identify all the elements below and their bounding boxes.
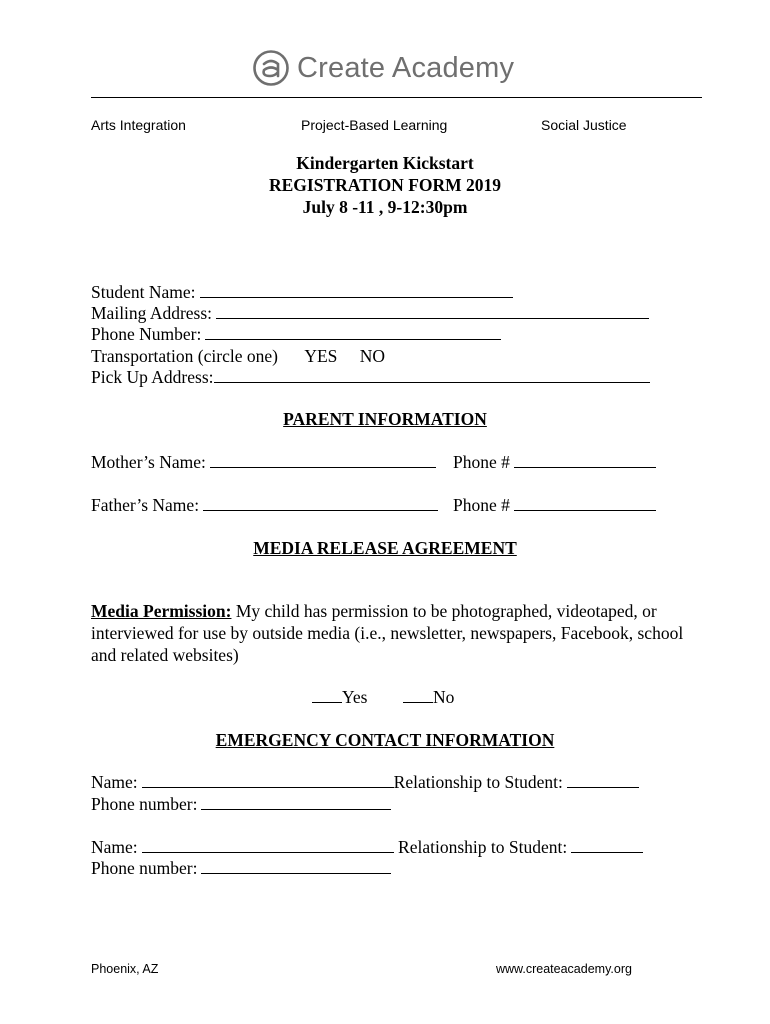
emergency-contact-heading-text: EMERGENCY CONTACT INFORMATION (215, 730, 555, 750)
emergency-relationship-2-label: Relationship to Student: (398, 837, 568, 857)
emergency-name-1-field[interactable] (142, 772, 394, 788)
media-permission-text: My child has permission to be photographed, videotaped, or interviewed for use by outside media (i.e., newsletter, newspapers, Facebook, school and related websites) (91, 601, 684, 665)
mother-name-label: Mother’s Name: (91, 452, 206, 472)
media-yes-blank[interactable] (312, 687, 342, 703)
father-phone-label: Phone # (453, 495, 510, 515)
phone-number-label: Phone Number: (91, 324, 202, 344)
student-name-field[interactable] (200, 282, 513, 298)
form-title: Kindergarten Kickstart (296, 153, 474, 173)
emergency-name-2-label: Name: (91, 837, 138, 857)
emergency-name-1-label: Name: (91, 772, 138, 792)
form-subtitle: REGISTRATION FORM 2019 (268, 175, 502, 195)
emergency-contact-heading (0, 730, 770, 751)
phone-number-field[interactable] (205, 324, 501, 340)
transportation-no-option[interactable]: NO (359, 346, 386, 366)
father-phone-row (453, 495, 656, 516)
student-name-row (91, 282, 513, 303)
emergency-phone-2-row (91, 858, 391, 879)
emergency-phone-1-row (91, 794, 391, 815)
media-release-heading (0, 538, 770, 559)
parent-info-heading-text: PARENT INFORMATION (283, 409, 487, 429)
media-no-blank[interactable] (403, 687, 433, 703)
father-name-field[interactable] (203, 495, 438, 511)
media-permission-paragraph (91, 600, 691, 666)
pickup-address-row (91, 367, 650, 388)
father-phone-field[interactable] (514, 495, 656, 511)
logo-text: Create Academy (297, 51, 515, 84)
logo (253, 46, 514, 90)
father-name-row (91, 495, 438, 516)
media-no-option[interactable] (403, 687, 454, 708)
emergency-phone-1-label: Phone number: (91, 794, 198, 814)
emergency-contact-2-row (91, 837, 643, 858)
tag-project-based-learning: Project-Based Learning (301, 117, 448, 133)
media-no-label: No (433, 687, 455, 707)
footer-location: Phoenix, AZ (91, 962, 159, 976)
emergency-relationship-2-field[interactable] (571, 837, 643, 853)
media-release-heading-text: MEDIA RELEASE AGREEMENT (253, 538, 517, 558)
transportation-label: Transportation (circle one) (91, 346, 278, 366)
emergency-phone-2-label: Phone number: (91, 858, 198, 878)
create-academy-logo-icon (253, 50, 289, 86)
mother-name-row (91, 452, 436, 473)
emergency-phone-2-field[interactable] (201, 858, 391, 874)
pickup-address-field[interactable] (214, 367, 650, 383)
mailing-address-field[interactable] (216, 303, 649, 319)
media-yes-label: Yes (342, 687, 368, 707)
tag-social-justice: Social Justice (541, 117, 627, 133)
form-dates: July 8 -11 , 9-12:30pm (302, 197, 468, 217)
mother-name-field[interactable] (210, 452, 436, 468)
pickup-address-label: Pick Up Address: (91, 367, 214, 387)
mailing-address-row (91, 303, 649, 324)
mother-phone-label: Phone # (453, 452, 510, 472)
footer-website[interactable]: www.createacademy.org (496, 962, 632, 976)
parent-info-heading (0, 409, 770, 430)
transportation-row (91, 346, 385, 367)
emergency-relationship-1-field[interactable] (567, 772, 639, 788)
media-yes-option[interactable] (312, 687, 367, 708)
father-name-label: Father’s Name: (91, 495, 200, 515)
transportation-yes-option[interactable]: YES (304, 346, 338, 366)
emergency-relationship-1-label: Relationship to Student: (393, 772, 563, 792)
phone-number-row (91, 324, 501, 345)
media-permission-label: Media Permission: (91, 601, 232, 621)
mother-phone-field[interactable] (514, 452, 656, 468)
emergency-name-2-field[interactable] (142, 837, 394, 853)
emergency-contact-1-row (91, 772, 639, 793)
student-name-label: Student Name: (91, 282, 196, 302)
tag-arts-integration: Arts Integration (91, 117, 186, 133)
mother-phone-row (453, 452, 656, 473)
header-divider (91, 97, 702, 98)
mailing-address-label: Mailing Address: (91, 303, 213, 323)
emergency-phone-1-field[interactable] (201, 794, 391, 810)
